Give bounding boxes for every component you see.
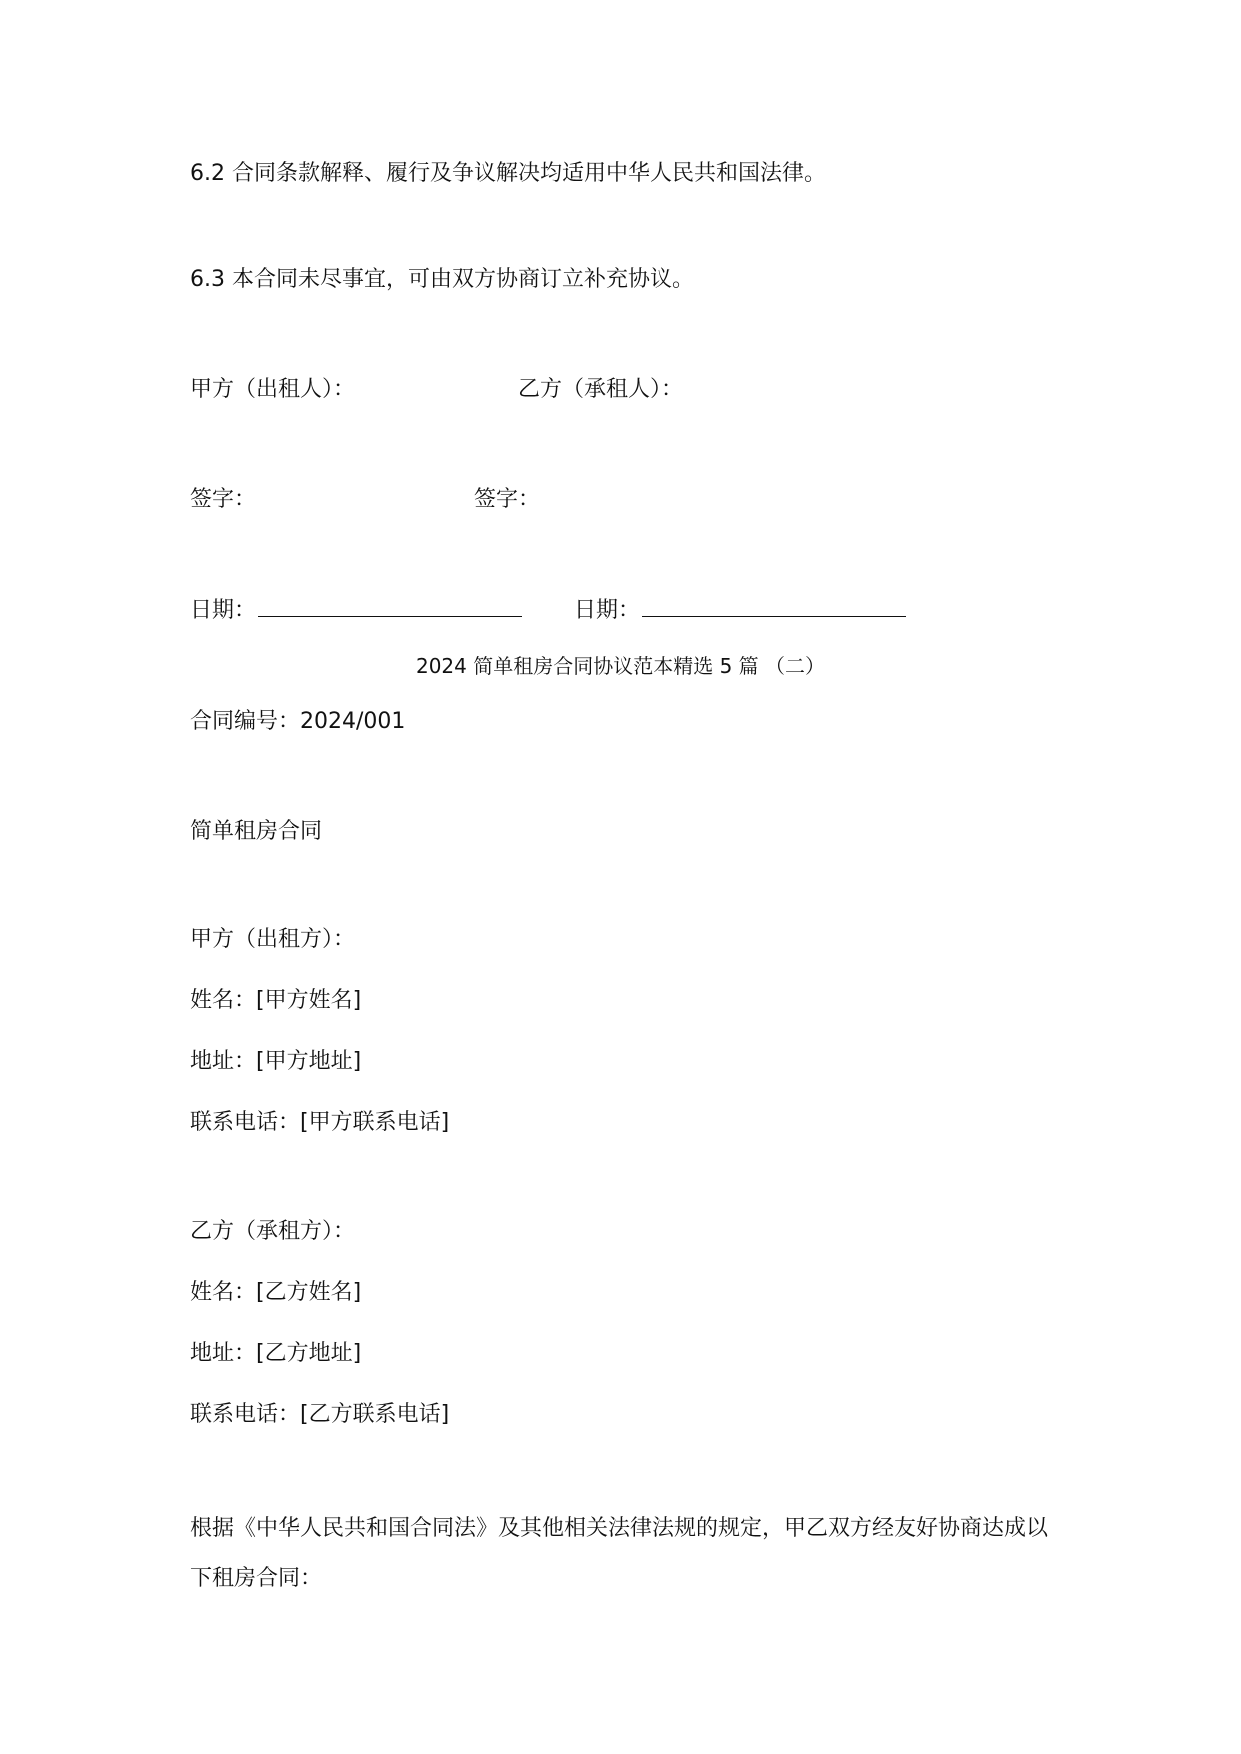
date-b-field	[574, 594, 906, 627]
signature-b-label: 签字：	[474, 487, 541, 512]
party-a-lessor-label: 甲方（出租人）：	[190, 377, 356, 402]
signature-a-label: 签字：	[190, 487, 257, 512]
date-b-label: 日期：	[574, 598, 641, 623]
party-b-phone: 联系电话：[乙方联系电话]	[190, 1402, 450, 1427]
party-b-address: 地址：[乙方地址]	[190, 1341, 362, 1366]
contract-number: 合同编号：2024/001	[190, 709, 406, 734]
party-a-phone: 联系电话：[甲方联系电话]	[190, 1110, 450, 1135]
date-a-blank	[258, 594, 522, 617]
date-a-field	[190, 594, 522, 627]
clause-6-2: 6.2 合同条款解释、履行及争议解决均适用中华人民共和国法律。	[190, 161, 826, 186]
date-b-blank	[642, 594, 906, 617]
party-b-heading: 乙方（承租方）：	[190, 1219, 356, 1244]
party-a-name: 姓名：[甲方姓名]	[190, 988, 362, 1013]
section-title: 2024 简单租房合同协议范本精选 5 篇 （二）	[415, 654, 826, 678]
preamble-paragraph: 根据《中华人民共和国合同法》及其他相关法律法规的规定，甲乙双方经友好协商达成以下租房合同：	[190, 1516, 1049, 1591]
date-a-label: 日期：	[190, 598, 257, 623]
contract-name: 简单租房合同	[190, 819, 323, 844]
party-a-address: 地址：[甲方地址]	[190, 1049, 362, 1074]
party-b-lessee-label: 乙方（承租人）：	[518, 377, 684, 402]
party-a-heading: 甲方（出租方）：	[190, 927, 356, 952]
party-b-name: 姓名：[乙方姓名]	[190, 1280, 362, 1305]
clause-6-3: 6.3 本合同未尽事宜，可由双方协商订立补充协议。	[190, 267, 694, 292]
